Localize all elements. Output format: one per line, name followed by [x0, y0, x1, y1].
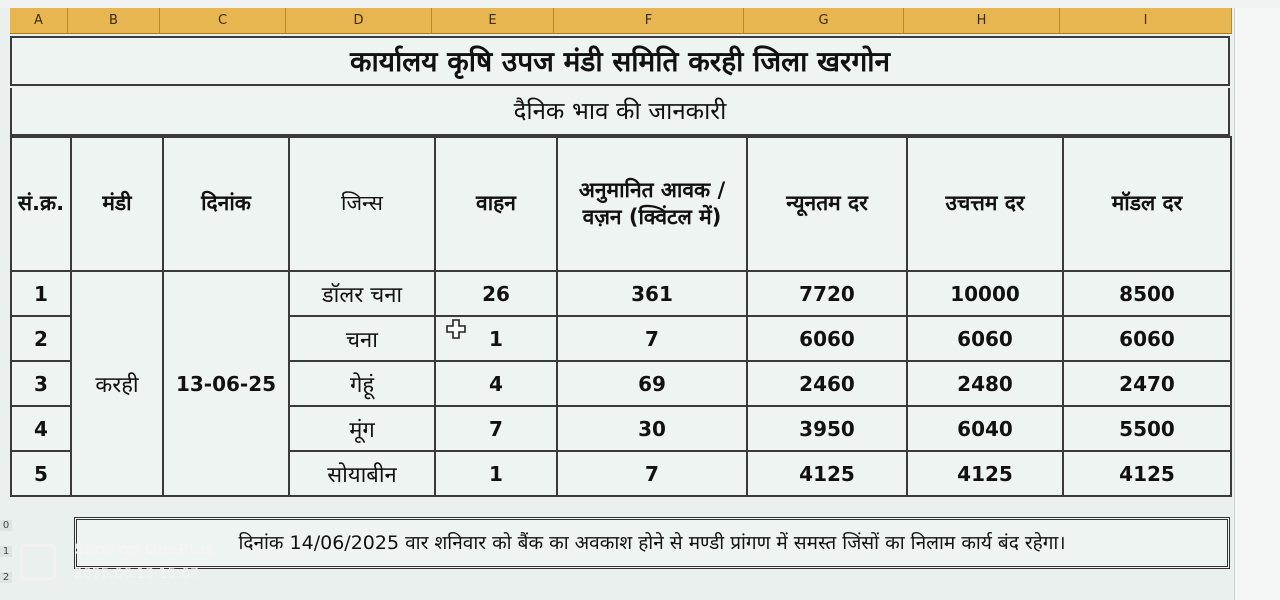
sheet-right-margin: [1234, 8, 1280, 600]
oneplus-logo-icon: [20, 544, 56, 580]
page-title[interactable]: कार्यालय कृषि उपज मंडी समिति करही जिला खरगोन: [10, 36, 1230, 86]
cell-min-rate[interactable]: 7720: [747, 271, 907, 316]
cell-modal-rate[interactable]: 8500: [1063, 271, 1231, 316]
cell-commodity[interactable]: सोयाबीन: [289, 451, 435, 496]
cell-commodity[interactable]: मूंग: [289, 406, 435, 451]
column-header-c[interactable]: C: [160, 8, 286, 34]
cell-min-rate[interactable]: 4125: [747, 451, 907, 496]
cell-mandi[interactable]: करही: [71, 271, 163, 496]
cell-vehicles[interactable]: 1: [435, 451, 557, 496]
cell-serial[interactable]: 2: [11, 316, 71, 361]
cell-max-rate[interactable]: 2480: [907, 361, 1063, 406]
column-header-i[interactable]: I: [1060, 8, 1232, 34]
cell-max-rate[interactable]: 10000: [907, 271, 1063, 316]
cell-vehicles[interactable]: 7: [435, 406, 557, 451]
cell-modal-rate[interactable]: 2470: [1063, 361, 1231, 406]
holiday-notice[interactable]: दिनांक 14/06/2025 वार शनिवार को बैंक का अवकाश होने से मण्डी प्रांगण में समस्त जिंसों का निलाम कार्य बंद रहेगा।: [74, 517, 1230, 569]
cell-vehicles[interactable]: 26: [435, 271, 557, 316]
cell-max-rate[interactable]: 6040: [907, 406, 1063, 451]
header-mandi[interactable]: मंडी: [71, 137, 163, 271]
cell-modal-rate[interactable]: 4125: [1063, 451, 1231, 496]
table-header-row: [11, 137, 1231, 271]
header-commodity[interactable]: जिन्स: [289, 137, 435, 271]
header-serial[interactable]: सं.क्र.: [11, 137, 71, 271]
cell-serial[interactable]: 1: [11, 271, 71, 316]
column-header-b[interactable]: B: [68, 8, 160, 34]
toolbar-strip: [0, 0, 1280, 8]
header-date[interactable]: दिनांक: [163, 137, 289, 271]
cell-date[interactable]: 13-06-25: [163, 271, 289, 496]
column-header-g[interactable]: G: [744, 8, 904, 34]
cell-commodity[interactable]: गेहूं: [289, 361, 435, 406]
header-modal-rate[interactable]: मॉडल दर: [1063, 137, 1231, 271]
cell-min-rate[interactable]: 2460: [747, 361, 907, 406]
plus-cursor-icon: [446, 319, 466, 339]
cell-serial[interactable]: 5: [11, 451, 71, 496]
column-header-h[interactable]: H: [904, 8, 1060, 34]
header-arrival[interactable]: अनुमानित आवक / वज़न (क्विंटल में): [557, 137, 747, 271]
cell-commodity[interactable]: डॉलर चना: [289, 271, 435, 316]
column-header-f[interactable]: F: [554, 8, 744, 34]
column-header-e[interactable]: E: [432, 8, 554, 34]
column-header-a[interactable]: A: [10, 8, 68, 34]
cell-serial[interactable]: 4: [11, 406, 71, 451]
cell-arrival[interactable]: 69: [557, 361, 747, 406]
header-min-rate[interactable]: न्यूनतम दर: [747, 137, 907, 271]
row-number-11[interactable]: 1: [0, 546, 12, 557]
row-number-12[interactable]: 2: [0, 572, 12, 583]
cell-modal-rate[interactable]: 6060: [1063, 316, 1231, 361]
cell-modal-rate[interactable]: 5500: [1063, 406, 1231, 451]
cell-vehicles[interactable]: 1: [435, 316, 557, 361]
watermark-timestamp: 2025.06.13 15:07: [74, 566, 199, 582]
cell-serial[interactable]: 3: [11, 361, 71, 406]
row-number-10[interactable]: 0: [0, 520, 12, 531]
page-subtitle[interactable]: दैनिक भाव की जानकारी: [10, 88, 1230, 136]
table-row: [11, 271, 1231, 316]
header-max-rate[interactable]: उचत्तम दर: [907, 137, 1063, 271]
cell-arrival[interactable]: 7: [557, 451, 747, 496]
cell-max-rate[interactable]: 4125: [907, 451, 1063, 496]
header-vehicles[interactable]: वाहन: [435, 137, 557, 271]
cell-commodity[interactable]: चना: [289, 316, 435, 361]
cell-vehicles[interactable]: 4: [435, 361, 557, 406]
cell-arrival[interactable]: 7: [557, 316, 747, 361]
cell-arrival[interactable]: 30: [557, 406, 747, 451]
cell-min-rate[interactable]: 6060: [747, 316, 907, 361]
rates-table: [10, 136, 1232, 497]
watermark-device: Shot on OnePlus: [74, 540, 214, 558]
cell-min-rate[interactable]: 3950: [747, 406, 907, 451]
cell-max-rate[interactable]: 6060: [907, 316, 1063, 361]
cell-arrival[interactable]: 361: [557, 271, 747, 316]
column-header-d[interactable]: D: [286, 8, 432, 34]
